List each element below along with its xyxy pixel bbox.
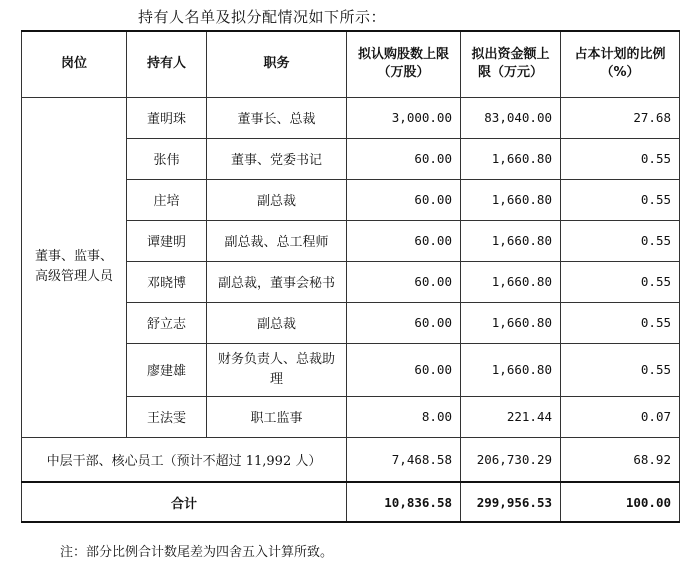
holder-shares: 60.00 bbox=[347, 343, 461, 396]
holder-shares: 8.00 bbox=[347, 396, 461, 437]
holder-name: 庄培 bbox=[127, 179, 207, 220]
holder-table bbox=[21, 30, 680, 523]
middle-staff-label: 中层干部、核心员工（预计不超过 11,992 人） bbox=[22, 437, 347, 482]
holder-ratio: 0.55 bbox=[561, 179, 680, 220]
col-funds-header: 拟出资金额上限（万元） bbox=[461, 31, 561, 97]
holder-ratio: 0.55 bbox=[561, 138, 680, 179]
holder-funds: 1,660.80 bbox=[461, 220, 561, 261]
holder-name: 谭建明 bbox=[127, 220, 207, 261]
holder-shares: 60.00 bbox=[347, 261, 461, 302]
holder-ratio: 0.07 bbox=[561, 396, 680, 437]
holder-duty: 董事长、总裁 bbox=[207, 97, 347, 138]
header-row bbox=[22, 31, 680, 97]
col-duty-header: 职务 bbox=[207, 31, 347, 97]
holder-name: 邓晓博 bbox=[127, 261, 207, 302]
holder-duty: 董事、党委书记 bbox=[207, 138, 347, 179]
middle-staff-row bbox=[22, 437, 680, 482]
total-ratio: 100.00 bbox=[561, 482, 680, 522]
total-funds: 299,956.53 bbox=[461, 482, 561, 522]
holder-duty: 副总裁 bbox=[207, 179, 347, 220]
total-label: 合计 bbox=[22, 482, 347, 522]
holder-funds: 1,660.80 bbox=[461, 179, 561, 220]
holder-ratio: 0.55 bbox=[561, 302, 680, 343]
table-row bbox=[22, 97, 680, 138]
middle-staff-shares: 7,468.58 bbox=[347, 437, 461, 482]
holder-shares: 60.00 bbox=[347, 302, 461, 343]
total-row bbox=[22, 482, 680, 522]
col-holder-header: 持有人 bbox=[127, 31, 207, 97]
holder-funds: 221.44 bbox=[461, 396, 561, 437]
holder-funds: 1,660.80 bbox=[461, 138, 561, 179]
holder-name: 张伟 bbox=[127, 138, 207, 179]
holder-funds: 1,660.80 bbox=[461, 261, 561, 302]
holder-duty: 财务负责人、总裁助理 bbox=[207, 343, 347, 396]
holder-ratio: 27.68 bbox=[561, 97, 680, 138]
holder-duty: 职工监事 bbox=[207, 396, 347, 437]
total-shares: 10,836.58 bbox=[347, 482, 461, 522]
holder-ratio: 0.55 bbox=[561, 220, 680, 261]
holder-funds: 83,040.00 bbox=[461, 97, 561, 138]
holder-funds: 1,660.80 bbox=[461, 343, 561, 396]
holder-duty: 副总裁、总工程师 bbox=[207, 220, 347, 261]
holder-shares: 60.00 bbox=[347, 179, 461, 220]
holder-name: 舒立志 bbox=[127, 302, 207, 343]
intro-text: 持有人名单及拟分配情况如下所示： bbox=[138, 8, 387, 26]
col-ratio-header: 占本计划的比例（%） bbox=[561, 31, 680, 97]
holder-duty: 副总裁，董事会秘书 bbox=[207, 261, 347, 302]
holder-name: 王法雯 bbox=[127, 396, 207, 437]
holder-name: 董明珠 bbox=[127, 97, 207, 138]
group-label: 董事、监事、高级管理人员 bbox=[22, 97, 127, 437]
holder-duty: 副总裁 bbox=[207, 302, 347, 343]
footnote: 注：部分比例合计数尾差为四舍五入计算所致。 bbox=[60, 545, 334, 560]
holder-shares: 60.00 bbox=[347, 220, 461, 261]
holder-name: 廖建雄 bbox=[127, 343, 207, 396]
holder-ratio: 0.55 bbox=[561, 343, 680, 396]
holder-shares: 60.00 bbox=[347, 138, 461, 179]
col-position-header: 岗位 bbox=[22, 31, 127, 97]
holder-ratio: 0.55 bbox=[561, 261, 680, 302]
middle-staff-funds: 206,730.29 bbox=[461, 437, 561, 482]
middle-staff-ratio: 68.92 bbox=[561, 437, 680, 482]
holder-funds: 1,660.80 bbox=[461, 302, 561, 343]
holder-shares: 3,000.00 bbox=[347, 97, 461, 138]
col-shares-header: 拟认购股数上限（万股） bbox=[347, 31, 461, 97]
